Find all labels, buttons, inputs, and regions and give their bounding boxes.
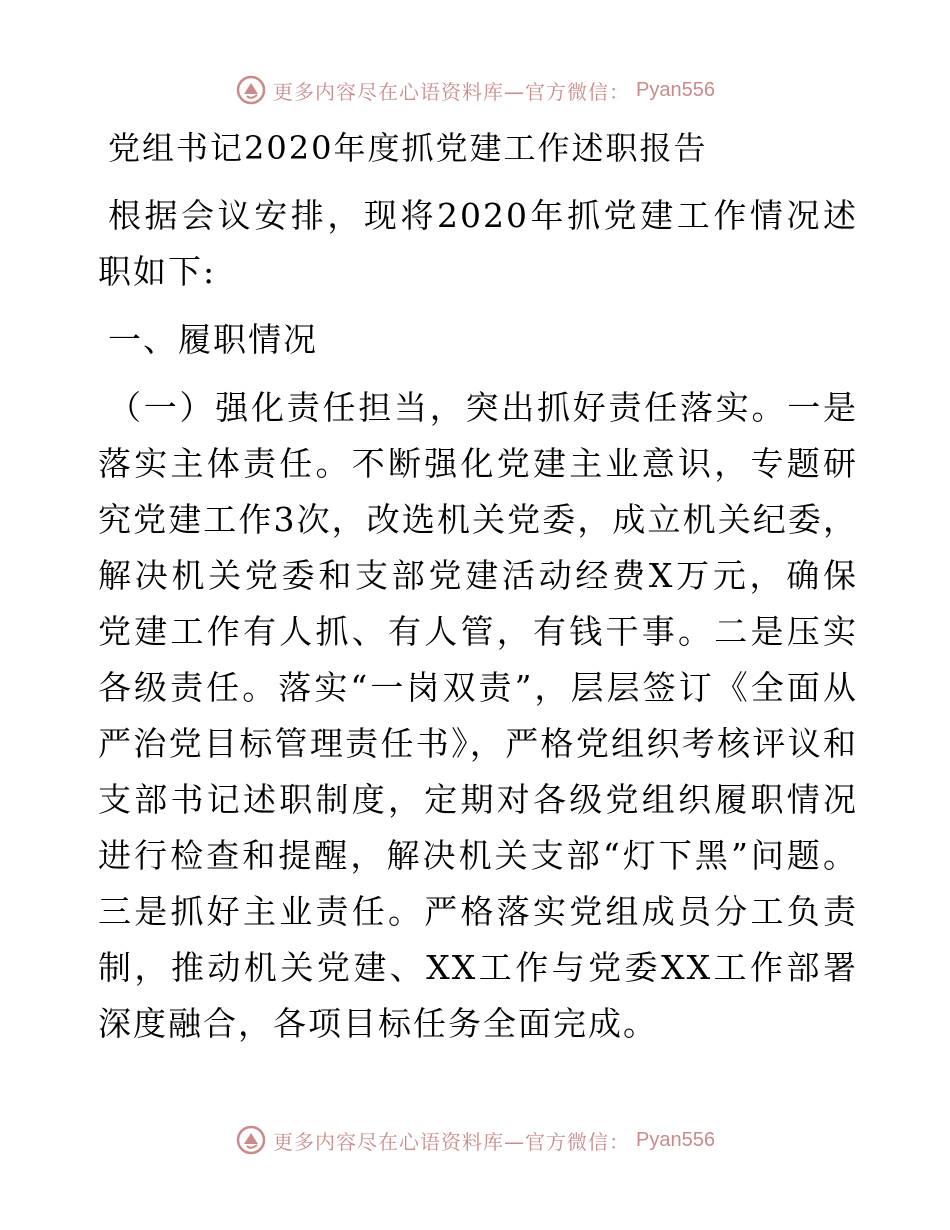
watermark-footer	[0, 1120, 950, 1160]
watermark-id: Pyan556	[636, 78, 715, 101]
logo-icon	[235, 74, 267, 106]
watermark-text: 更多内容尽在心语资料库—官方微信：	[273, 1129, 631, 1154]
document-body	[98, 120, 858, 1064]
watermark-text: 更多内容尽在心语资料库—官方微信：	[273, 79, 631, 104]
logo-icon	[235, 1124, 267, 1156]
intro-paragraph: 根据会议安排，现将2020年抓党建工作情况述职如下:	[98, 196, 858, 291]
watermark-header	[0, 70, 950, 110]
watermark-id: Pyan556	[636, 1128, 715, 1151]
section-paragraph: （一）强化责任担当，突出抓好责任落实。一是落实主体责任。不断强化党建主业意识，专题研究党建工作3次，改选机关党委，成立机关纪委，解决机关党委和支部党建活动经费X万元，确保党建工作有人抓、有人管，有钱干事。二是压实各级责任。落实“一岗双责”，层层签订《全面从严治党目标管理责任书》，严格党组织考核评议和支部书记述职制度，定期对各级党组织履职情况进行检查和提醒，解决机关支部“灯下黑”问题。三是抓好主业责任。严格落实党组成员分工负责制，推动机关党建、XX工作与党委XX工作部署深度融合，各项目标任务全面完成。	[98, 388, 858, 1043]
document-title: 党组书记2020年度抓党建工作述职报告	[108, 129, 708, 167]
section-heading: 一、履职情况	[108, 320, 318, 359]
